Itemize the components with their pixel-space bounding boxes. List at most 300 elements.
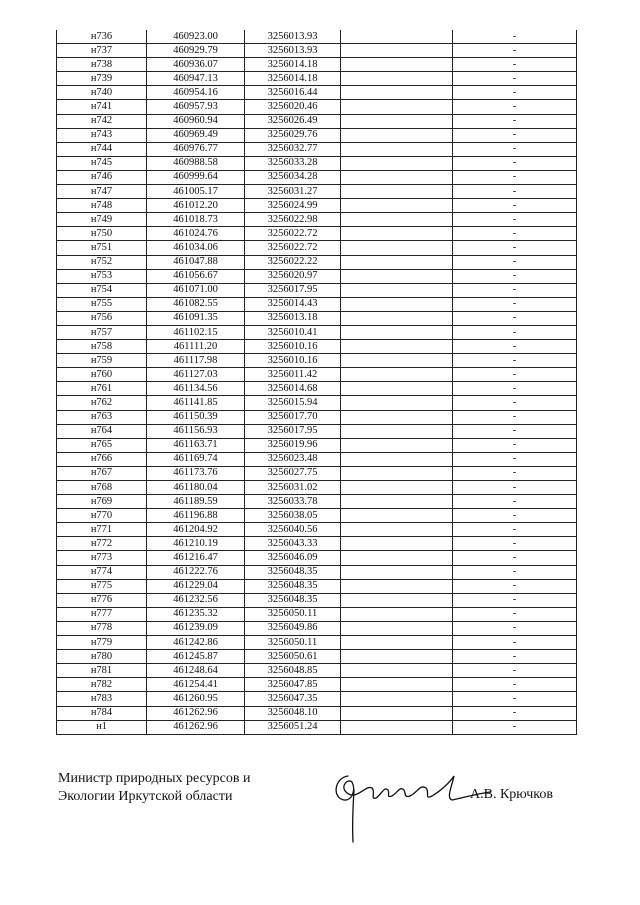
value-cell: - [453,664,577,678]
table-row [57,650,577,664]
table-row [57,269,577,283]
point-id-cell: н746 [57,170,147,184]
y-coordinate-cell: 3256013.93 [245,44,341,58]
y-coordinate-cell: 3256050.11 [245,636,341,650]
empty-cell [341,579,453,593]
x-coordinate-cell: 461242.86 [147,636,245,650]
table-row [57,466,577,480]
value-cell: - [453,185,577,199]
empty-cell [341,368,453,382]
x-coordinate-cell: 461156.93 [147,424,245,438]
point-id-cell: н736 [57,30,147,44]
x-coordinate-cell: 461018.73 [147,213,245,227]
empty-cell [341,692,453,706]
y-coordinate-cell: 3256013.18 [245,311,341,325]
empty-cell [341,58,453,72]
y-coordinate-cell: 3256050.11 [245,607,341,621]
point-id-cell: н762 [57,396,147,410]
value-cell: - [453,593,577,607]
point-id-cell: н773 [57,551,147,565]
empty-cell [341,86,453,100]
point-id-cell: н764 [57,424,147,438]
y-coordinate-cell: 3256022.22 [245,255,341,269]
empty-cell [341,537,453,551]
empty-cell [341,495,453,509]
value-cell: - [453,607,577,621]
table-row [57,72,577,86]
empty-cell [341,621,453,635]
point-id-cell: н775 [57,579,147,593]
y-coordinate-cell: 3256015.94 [245,396,341,410]
point-id-cell: н758 [57,340,147,354]
empty-cell [341,466,453,480]
point-id-cell: н776 [57,593,147,607]
table-row [57,325,577,339]
empty-cell [341,410,453,424]
value-cell: - [453,170,577,184]
empty-cell [341,213,453,227]
x-coordinate-cell: 461091.35 [147,311,245,325]
value-cell: - [453,72,577,86]
handwritten-signature-icon [326,764,496,844]
x-coordinate-cell: 461169.74 [147,452,245,466]
empty-cell [341,255,453,269]
table-row [57,255,577,269]
empty-cell [341,551,453,565]
x-coordinate-cell: 461210.19 [147,537,245,551]
table-row [57,396,577,410]
point-id-cell: н740 [57,86,147,100]
y-coordinate-cell: 3256014.43 [245,297,341,311]
x-coordinate-cell: 461150.39 [147,410,245,424]
signer-position [58,770,250,806]
table-row [57,438,577,452]
table-body [57,30,577,734]
table-row [57,354,577,368]
value-cell: - [453,156,577,170]
value-cell: - [453,227,577,241]
table-row [57,621,577,635]
x-coordinate-cell: 461071.00 [147,283,245,297]
table-row [57,156,577,170]
value-cell: - [453,678,577,692]
point-id-cell: н744 [57,142,147,156]
x-coordinate-cell: 461012.20 [147,199,245,213]
empty-cell [341,424,453,438]
x-coordinate-cell: 461024.76 [147,227,245,241]
table-row [57,382,577,396]
y-coordinate-cell: 3256048.85 [245,664,341,678]
value-cell: - [453,382,577,396]
point-id-cell: н738 [57,58,147,72]
x-coordinate-cell: 461111.20 [147,340,245,354]
table-row [57,185,577,199]
value-cell: - [453,86,577,100]
empty-cell [341,593,453,607]
y-coordinate-cell: 3256046.09 [245,551,341,565]
empty-cell [341,44,453,58]
table-row [57,340,577,354]
table-row [57,593,577,607]
y-coordinate-cell: 3256010.16 [245,354,341,368]
table-row [57,607,577,621]
table-row [57,509,577,523]
y-coordinate-cell: 3256048.35 [245,593,341,607]
y-coordinate-cell: 3256014.68 [245,382,341,396]
empty-cell [341,720,453,734]
y-coordinate-cell: 3256023.48 [245,452,341,466]
point-id-cell: н747 [57,185,147,199]
x-coordinate-cell: 461034.06 [147,241,245,255]
value-cell: - [453,537,577,551]
y-coordinate-cell: 3256048.35 [245,565,341,579]
value-cell: - [453,44,577,58]
x-coordinate-cell: 461222.76 [147,565,245,579]
value-cell: - [453,340,577,354]
x-coordinate-cell: 460999.64 [147,170,245,184]
value-cell: - [453,58,577,72]
point-id-cell: н782 [57,678,147,692]
signer-position-line2: Экологии Иркутской области [58,789,233,804]
table-row [57,565,577,579]
point-id-cell: н784 [57,706,147,720]
x-coordinate-cell: 460923.00 [147,30,245,44]
empty-cell [341,241,453,255]
x-coordinate-cell: 460929.79 [147,44,245,58]
empty-cell [341,199,453,213]
table-row [57,227,577,241]
table-row [57,495,577,509]
point-id-cell: н754 [57,283,147,297]
point-id-cell: н752 [57,255,147,269]
empty-cell [341,523,453,537]
signer-name: А.В. Крючков [470,787,553,802]
empty-cell [341,452,453,466]
x-coordinate-cell: 461005.17 [147,185,245,199]
empty-cell [341,142,453,156]
y-coordinate-cell: 3256029.76 [245,128,341,142]
x-coordinate-cell: 461127.03 [147,368,245,382]
empty-cell [341,185,453,199]
y-coordinate-cell: 3256020.46 [245,100,341,114]
value-cell: - [453,269,577,283]
value-cell: - [453,311,577,325]
y-coordinate-cell: 3256011.42 [245,368,341,382]
point-id-cell: н766 [57,452,147,466]
x-coordinate-cell: 461229.04 [147,579,245,593]
coordinates-table [56,30,577,735]
value-cell: - [453,114,577,128]
table-row [57,452,577,466]
y-coordinate-cell: 3256033.28 [245,156,341,170]
empty-cell [341,283,453,297]
y-coordinate-cell: 3256014.18 [245,72,341,86]
point-id-cell: н749 [57,213,147,227]
y-coordinate-cell: 3256017.95 [245,283,341,297]
empty-cell [341,128,453,142]
x-coordinate-cell: 460947.13 [147,72,245,86]
value-cell: - [453,368,577,382]
table-row [57,86,577,100]
table-row [57,199,577,213]
empty-cell [341,72,453,86]
y-coordinate-cell: 3256048.35 [245,579,341,593]
y-coordinate-cell: 3256022.72 [245,227,341,241]
y-coordinate-cell: 3256047.85 [245,678,341,692]
signer-position-line1: Министр природных ресурсов и [58,771,251,786]
y-coordinate-cell: 3256051.24 [245,720,341,734]
value-cell: - [453,579,577,593]
y-coordinate-cell: 3256027.75 [245,466,341,480]
point-id-cell: н774 [57,565,147,579]
x-coordinate-cell: 461204.92 [147,523,245,537]
value-cell: - [453,650,577,664]
table-row [57,636,577,650]
point-id-cell: н755 [57,297,147,311]
table-row [57,283,577,297]
empty-cell [341,678,453,692]
y-coordinate-cell: 3256010.41 [245,325,341,339]
x-coordinate-cell: 461163.71 [147,438,245,452]
empty-cell [341,311,453,325]
point-id-cell: н756 [57,311,147,325]
x-coordinate-cell: 460976.77 [147,142,245,156]
table-row [57,410,577,424]
y-coordinate-cell: 3256024.99 [245,199,341,213]
value-cell: - [453,100,577,114]
table-row [57,706,577,720]
point-id-cell: н748 [57,199,147,213]
empty-cell [341,509,453,523]
point-id-cell: н737 [57,44,147,58]
empty-cell [341,650,453,664]
point-id-cell: н778 [57,621,147,635]
table-row [57,30,577,44]
x-coordinate-cell: 461056.67 [147,269,245,283]
value-cell: - [453,255,577,269]
table-row [57,664,577,678]
x-coordinate-cell: 461232.56 [147,593,245,607]
y-coordinate-cell: 3256022.72 [245,241,341,255]
value-cell: - [453,297,577,311]
value-cell: - [453,509,577,523]
x-coordinate-cell: 461141.85 [147,396,245,410]
table-row [57,720,577,734]
empty-cell [341,340,453,354]
y-coordinate-cell: 3256022.98 [245,213,341,227]
empty-cell [341,325,453,339]
empty-cell [341,227,453,241]
table-row [57,424,577,438]
x-coordinate-cell: 461239.09 [147,621,245,635]
x-coordinate-cell: 461216.47 [147,551,245,565]
y-coordinate-cell: 3256049.86 [245,621,341,635]
point-id-cell: н767 [57,466,147,480]
empty-cell [341,170,453,184]
signature-block [58,770,598,830]
empty-cell [341,382,453,396]
point-id-cell: н750 [57,227,147,241]
x-coordinate-cell: 460960.94 [147,114,245,128]
point-id-cell: н763 [57,410,147,424]
x-coordinate-cell: 461173.76 [147,466,245,480]
value-cell: - [453,325,577,339]
table-row [57,142,577,156]
point-id-cell: н780 [57,650,147,664]
x-coordinate-cell: 461180.04 [147,481,245,495]
point-id-cell: н768 [57,481,147,495]
x-coordinate-cell: 461248.64 [147,664,245,678]
point-id-cell: н772 [57,537,147,551]
y-coordinate-cell: 3256034.28 [245,170,341,184]
y-coordinate-cell: 3256019.96 [245,438,341,452]
empty-cell [341,269,453,283]
x-coordinate-cell: 461047.88 [147,255,245,269]
empty-cell [341,396,453,410]
x-coordinate-cell: 461235.32 [147,607,245,621]
point-id-cell: н770 [57,509,147,523]
point-id-cell: н739 [57,72,147,86]
value-cell: - [453,354,577,368]
table-row [57,241,577,255]
point-id-cell: н742 [57,114,147,128]
x-coordinate-cell: 460969.49 [147,128,245,142]
point-id-cell: н745 [57,156,147,170]
value-cell: - [453,410,577,424]
table-row [57,523,577,537]
empty-cell [341,607,453,621]
y-coordinate-cell: 3256017.70 [245,410,341,424]
empty-cell [341,565,453,579]
table-row [57,58,577,72]
y-coordinate-cell: 3256040.56 [245,523,341,537]
x-coordinate-cell: 460936.07 [147,58,245,72]
value-cell: - [453,621,577,635]
point-id-cell: н769 [57,495,147,509]
value-cell: - [453,30,577,44]
point-id-cell: н741 [57,100,147,114]
x-coordinate-cell: 461262.96 [147,706,245,720]
value-cell: - [453,199,577,213]
y-coordinate-cell: 3256031.02 [245,481,341,495]
table-row [57,678,577,692]
y-coordinate-cell: 3256050.61 [245,650,341,664]
empty-cell [341,706,453,720]
empty-cell [341,30,453,44]
point-id-cell: н779 [57,636,147,650]
value-cell: - [453,452,577,466]
value-cell: - [453,396,577,410]
x-coordinate-cell: 461196.88 [147,509,245,523]
value-cell: - [453,213,577,227]
point-id-cell: н765 [57,438,147,452]
x-coordinate-cell: 461189.59 [147,495,245,509]
point-id-cell: н771 [57,523,147,537]
x-coordinate-cell: 461082.55 [147,297,245,311]
table-row [57,368,577,382]
empty-cell [341,438,453,452]
y-coordinate-cell: 3256014.18 [245,58,341,72]
y-coordinate-cell: 3256033.78 [245,495,341,509]
point-id-cell: н761 [57,382,147,396]
x-coordinate-cell: 460954.16 [147,86,245,100]
value-cell: - [453,495,577,509]
empty-cell [341,354,453,368]
table-row [57,692,577,706]
value-cell: - [453,565,577,579]
x-coordinate-cell: 461254.41 [147,678,245,692]
y-coordinate-cell: 3256038.05 [245,509,341,523]
table-row [57,311,577,325]
value-cell: - [453,523,577,537]
value-cell: - [453,636,577,650]
y-coordinate-cell: 3256013.93 [245,30,341,44]
point-id-cell: н781 [57,664,147,678]
table-row [57,579,577,593]
table-row [57,213,577,227]
y-coordinate-cell: 3256017.95 [245,424,341,438]
value-cell: - [453,706,577,720]
value-cell: - [453,551,577,565]
point-id-cell: н757 [57,325,147,339]
value-cell: - [453,481,577,495]
point-id-cell: н777 [57,607,147,621]
point-id-cell: н760 [57,368,147,382]
value-cell: - [453,692,577,706]
empty-cell [341,114,453,128]
point-id-cell: н1 [57,720,147,734]
x-coordinate-cell: 461245.87 [147,650,245,664]
table-row [57,297,577,311]
x-coordinate-cell: 461102.15 [147,325,245,339]
x-coordinate-cell: 461134.56 [147,382,245,396]
y-coordinate-cell: 3256016.44 [245,86,341,100]
empty-cell [341,156,453,170]
table-row [57,537,577,551]
y-coordinate-cell: 3256020.97 [245,269,341,283]
table-row [57,100,577,114]
empty-cell [341,481,453,495]
value-cell: - [453,142,577,156]
point-id-cell: н759 [57,354,147,368]
value-cell: - [453,424,577,438]
y-coordinate-cell: 3256048.10 [245,706,341,720]
y-coordinate-cell: 3256043.33 [245,537,341,551]
table-row [57,114,577,128]
point-id-cell: н783 [57,692,147,706]
y-coordinate-cell: 3256047.35 [245,692,341,706]
value-cell: - [453,466,577,480]
value-cell: - [453,720,577,734]
empty-cell [341,297,453,311]
table-row [57,481,577,495]
value-cell: - [453,438,577,452]
empty-cell [341,636,453,650]
y-coordinate-cell: 3256031.27 [245,185,341,199]
x-coordinate-cell: 460988.58 [147,156,245,170]
point-id-cell: н751 [57,241,147,255]
value-cell: - [453,283,577,297]
empty-cell [341,100,453,114]
value-cell: - [453,128,577,142]
value-cell: - [453,241,577,255]
table-row [57,551,577,565]
y-coordinate-cell: 3256026.49 [245,114,341,128]
y-coordinate-cell: 3256032.77 [245,142,341,156]
x-coordinate-cell: 461117.98 [147,354,245,368]
x-coordinate-cell: 461260.95 [147,692,245,706]
point-id-cell: н753 [57,269,147,283]
